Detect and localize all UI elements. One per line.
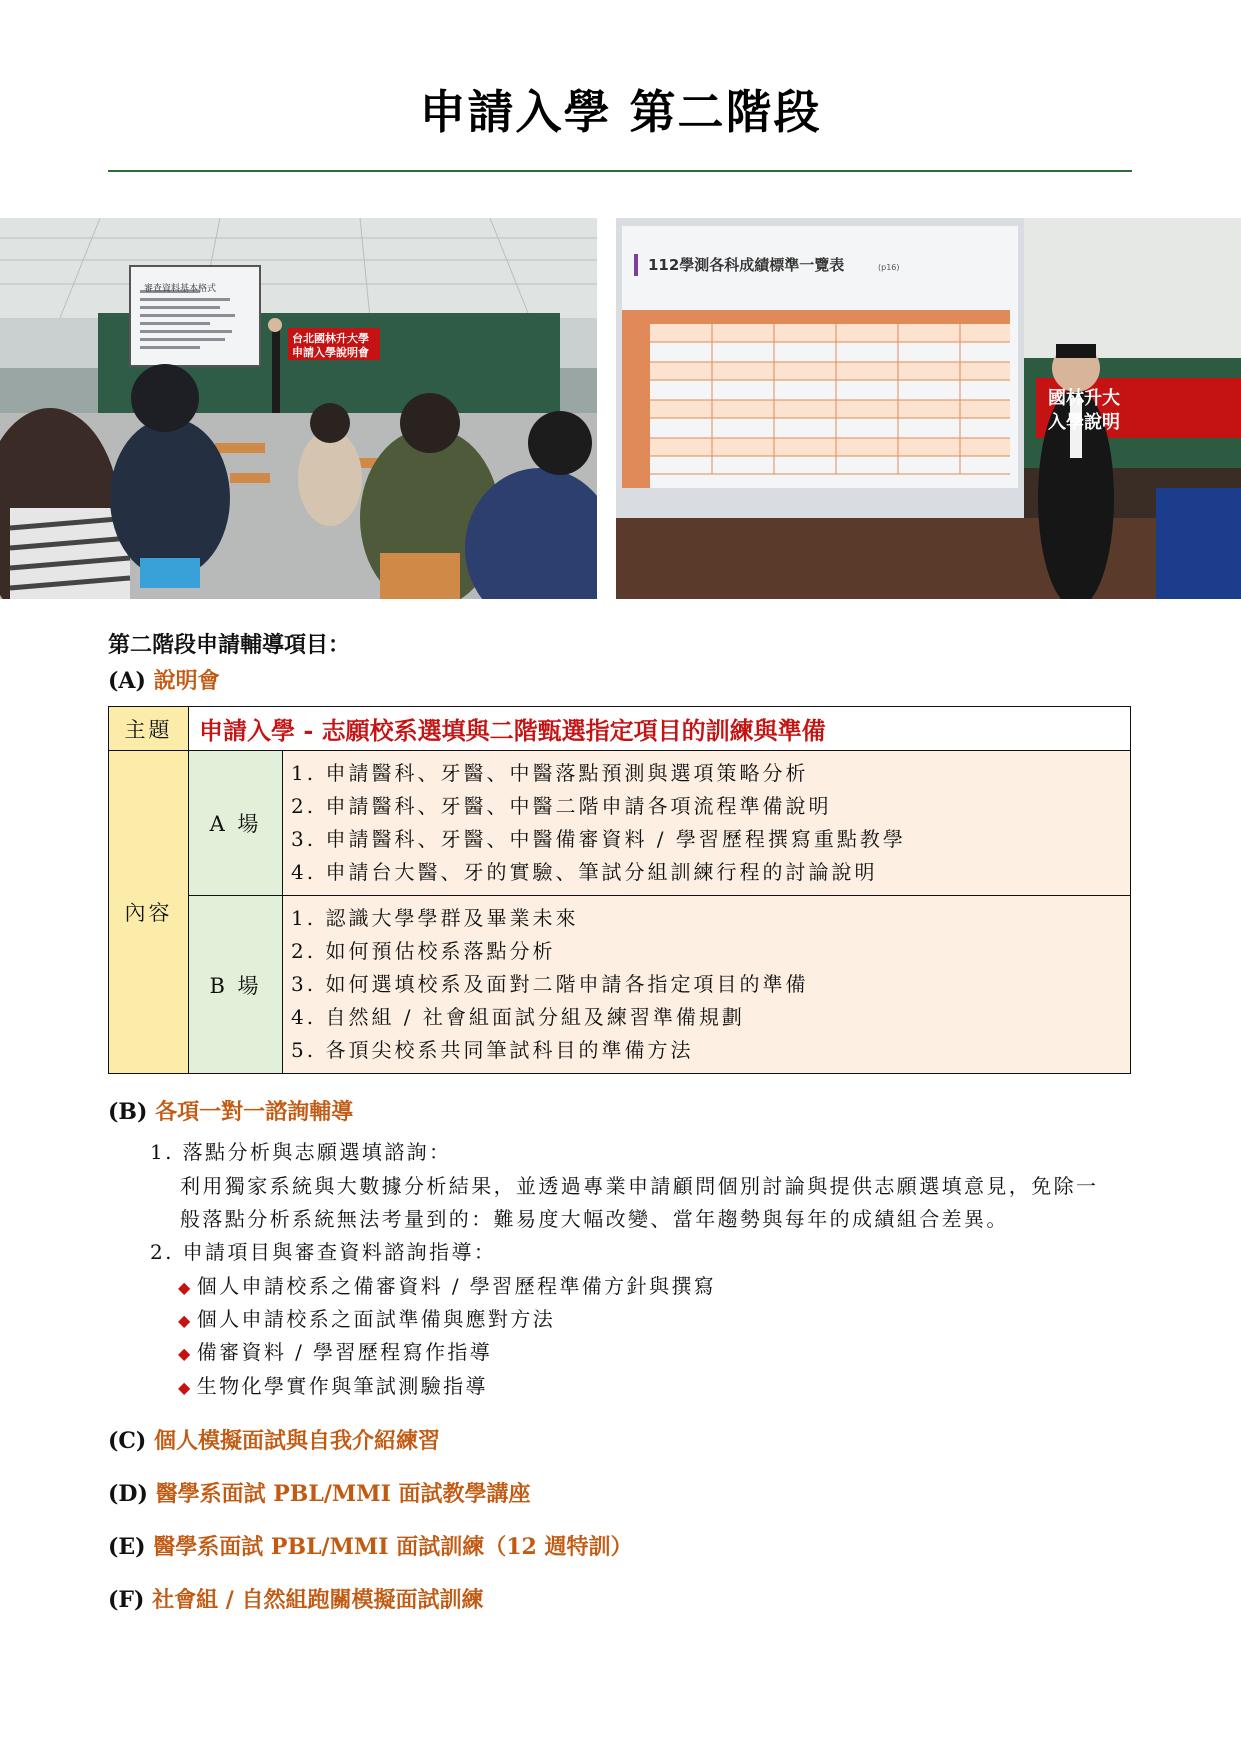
session-a-list bbox=[283, 751, 1131, 896]
list-item: 1. 申請醫科、牙醫、中醫落點預測與選項策略分析 bbox=[291, 761, 809, 785]
consult-item-1-title: 1. 落點分析與志願選填諮詢： bbox=[150, 1140, 452, 1164]
session-a-label: A 場 bbox=[189, 751, 283, 896]
diamond-bullet-icon: ◆ bbox=[178, 1344, 193, 1363]
diamond-bullet-icon: ◆ bbox=[178, 1278, 193, 1297]
bullet-item: ◆ 個人申請校系之面試準備與應對方法 bbox=[178, 1307, 556, 1331]
diamond-bullet-icon: ◆ bbox=[178, 1378, 193, 1397]
section-d-heading bbox=[108, 1477, 531, 1508]
bullet-item: ◆ 生物化學實作與筆試測驗指導 bbox=[178, 1374, 488, 1398]
session-b-label: B 場 bbox=[189, 896, 283, 1074]
consult-item-1-line-1: 利用獨家系統與大數據分析結果，並透過專業申請顧問個別討論與提供志願選填意見，免除一 bbox=[180, 1174, 1099, 1198]
banner-line-1: 國林升大 bbox=[1048, 388, 1120, 409]
section-b-letter: (B) bbox=[108, 1099, 148, 1125]
slide-ref: (p16) bbox=[878, 263, 900, 272]
section-d-letter: (D) bbox=[108, 1481, 148, 1507]
section-c-heading bbox=[108, 1424, 440, 1455]
section-a-title: 說明會 bbox=[153, 668, 220, 694]
page-title: 申請入學 第二階段 bbox=[419, 85, 822, 139]
topic-text: 申請入學 - 志願校系選填與二階甄選指定項目的訓練與準備 bbox=[189, 707, 1131, 751]
list-item: 3. 如何選填校系及面對二階申請各指定項目的準備 bbox=[291, 972, 809, 996]
list-item: 1. 認識大學學群及畢業未來 bbox=[291, 906, 579, 930]
section-intro: 第二階段申請輔導項目： bbox=[108, 632, 351, 658]
section-a-heading bbox=[108, 664, 220, 695]
section-f-letter: (F) bbox=[108, 1587, 145, 1613]
slide-title: 112學測各科成績標準一覽表 bbox=[648, 256, 845, 274]
section-b-heading bbox=[108, 1095, 353, 1126]
section-e-heading bbox=[108, 1530, 633, 1561]
section-a-letter: (A) bbox=[108, 668, 146, 694]
section-f-title: 社會組 / 自然組跑關模擬面試訓練 bbox=[152, 1587, 484, 1613]
session-b-list bbox=[283, 896, 1131, 1074]
list-item: 4. 申請台大醫、牙的實驗、筆試分組訓練行程的討論說明 bbox=[291, 860, 878, 884]
bullet-item: ◆ 備審資料 / 學習歷程寫作指導 bbox=[178, 1340, 493, 1364]
section-c-title: 個人模擬面試與自我介紹練習 bbox=[154, 1428, 441, 1454]
section-e-title: 醫學系面試 PBL/MMI 面試訓練（12 週特訓） bbox=[153, 1534, 633, 1560]
title-divider bbox=[108, 170, 1132, 172]
banner-line-2: 申請入學說明會 bbox=[292, 346, 369, 359]
section-e-letter: (E) bbox=[108, 1534, 146, 1560]
presenter-slide-photo bbox=[616, 218, 1241, 599]
list-item: 3. 申請醫科、牙醫、中醫備審資料 / 學習歷程撰寫重點教學 bbox=[291, 827, 906, 851]
banner-line-2: 入學說明 bbox=[1048, 412, 1120, 433]
consult-item-1-line-2: 般落點分析系統無法考量到的：難易度大幅改變、當年趨勢與每年的成績組合差異。 bbox=[180, 1207, 1009, 1231]
section-d-title: 醫學系面試 PBL/MMI 面試教學講座 bbox=[155, 1481, 531, 1507]
section-c-letter: (C) bbox=[108, 1428, 147, 1454]
list-item: 2. 申請醫科、牙醫、中醫二階申請各項流程準備說明 bbox=[291, 794, 832, 818]
content-label: 內容 bbox=[109, 751, 189, 1074]
seminar-table bbox=[108, 706, 1131, 1074]
bullet-item: ◆ 個人申請校系之備審資料 / 學習歷程準備方針與撰寫 bbox=[178, 1274, 717, 1298]
section-f-heading bbox=[108, 1583, 483, 1614]
topic-label: 主題 bbox=[109, 707, 189, 751]
banner-line-1: 台北國林升大學 bbox=[292, 332, 369, 345]
list-item: 4. 自然組 / 社會組面試分組及練習準備規劃 bbox=[291, 1005, 745, 1029]
consult-item-2-title: 2. 申請項目與審查資料諮詢指導： bbox=[150, 1240, 497, 1264]
seminar-audience-photo bbox=[0, 218, 597, 599]
list-item: 5. 各頂尖校系共同筆試科目的準備方法 bbox=[291, 1038, 694, 1062]
list-item: 2. 如何預估校系落點分析 bbox=[291, 939, 556, 963]
diamond-bullet-icon: ◆ bbox=[178, 1311, 193, 1330]
section-b-title: 各項一對一諮詢輔導 bbox=[155, 1099, 354, 1125]
screen-title: 審查資料基本格式 bbox=[144, 284, 217, 294]
